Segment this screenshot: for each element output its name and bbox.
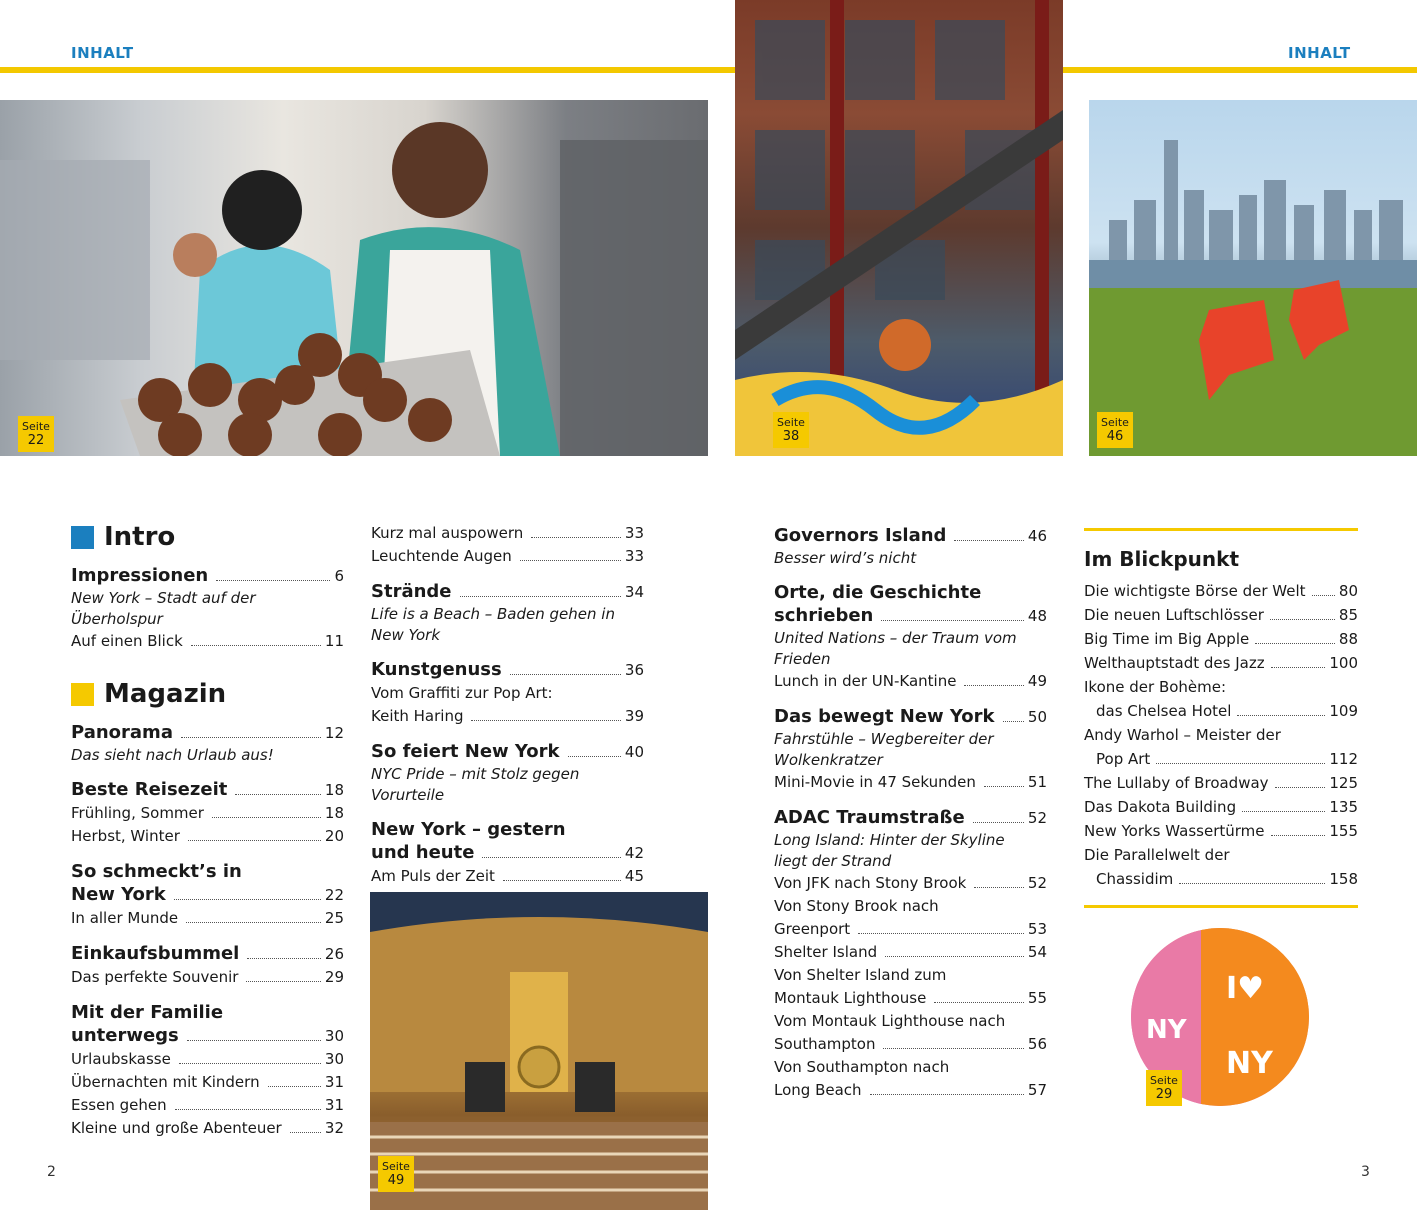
toc-column-2: [371, 522, 644, 900]
blue-square-icon: [71, 526, 94, 549]
header-label-left: INHALT: [71, 44, 134, 62]
blickpunkt-rule-bottom: [1084, 905, 1358, 908]
toc-entry[interactable]: Panorama 12 Das sieht nach Urlaub aus!: [71, 722, 344, 764]
toc-entry[interactable]: Einkaufsbummel 26 Das perfekte Souvenir 29: [71, 943, 344, 986]
manhattan-skyline-photo: [1089, 100, 1417, 456]
toc-entry[interactable]: Mit der Familie unterwegs 30 Urlaubskasse 30 Übernachten mit Kindern 31 Essen gehen 31 Kleine und große Abenteuer 32: [71, 1002, 344, 1137]
toc-entry[interactable]: Beste Reisezeit 18 Frühling, Sommer 18 Herbst, Winter 20: [71, 779, 344, 845]
blickpunkt-rule-top: [1084, 528, 1358, 531]
blickpunkt-title: Im Blickpunkt: [1084, 547, 1240, 571]
blickpunkt-box: [1084, 528, 1358, 908]
toc-entry[interactable]: Strände 34 Life is a Beach – Baden gehen in New York: [371, 581, 644, 644]
toc-entry[interactable]: ADAC Traumstraße 52 Long Island: Hinter der Skyline liegt der Strand Von JFK nach Stony Brook 52 Von Stony Brook nach Greenport 53 Shelter Island 54 Von Shelter Island zum Montauk Lighthouse 55 Vom Montauk Lighthouse nach Southampton 56 Von Southampton nach Long Beach 57: [774, 807, 1047, 1099]
page-number-left: 2: [47, 1164, 56, 1180]
toc-entry[interactable]: So schmeckt’s in New York 22 In aller Munde 25: [71, 861, 344, 927]
toc-entry[interactable]: New Yorks Wassertürme 155: [1084, 822, 1358, 840]
toc-entry[interactable]: Impressionen 6 New York – Stadt auf der Überholspur Auf einen Blick 11: [71, 565, 344, 650]
un-general-assembly-photo: [370, 892, 708, 1210]
section-heading-magazin: Magazin: [71, 679, 344, 709]
page-badge: Seite 38: [773, 412, 809, 448]
toc-entry[interactable]: Governors Island 46 Besser wird’s nicht: [774, 525, 1047, 567]
toc-entry[interactable]: Kurz mal auspowern 33 Leuchtende Augen 33: [371, 524, 644, 565]
toc-entry[interactable]: Die Parallelwelt der Chassidim 158: [1084, 846, 1358, 888]
toc-entry[interactable]: Andy Warhol – Meister der Pop Art 112: [1084, 726, 1358, 768]
toc-entry[interactable]: Ikone der Bohème: das Chelsea Hotel 109: [1084, 678, 1358, 720]
toc-entry[interactable]: Die wichtigste Börse der Welt 80: [1084, 582, 1358, 600]
page-badge: Seite 49: [378, 1156, 414, 1192]
toc-column-1: [71, 522, 344, 1152]
svg-text:NY: NY: [1146, 1015, 1187, 1045]
toc-entry[interactable]: Big Time im Big Apple 88: [1084, 630, 1358, 648]
svg-text:I♥: I♥: [1226, 971, 1265, 1006]
page-number-right: 3: [1361, 1164, 1370, 1180]
toc-entry[interactable]: The Lullaby of Broadway 125: [1084, 774, 1358, 792]
page-badge: Seite 22: [18, 416, 54, 452]
toc-entry[interactable]: New York – gestern und heute 42 Am Puls der Zeit 45: [371, 819, 644, 885]
section-heading-intro: Intro: [71, 522, 344, 552]
header-rule-right: [1063, 67, 1417, 73]
svg-text:NY: NY: [1226, 1046, 1273, 1081]
yellow-square-icon: [71, 683, 94, 706]
toc-entry[interactable]: Orte, die Geschichte schrieben 48 United Nations – der Traum vom Frieden Lunch in der UN-Kantine 49: [774, 582, 1047, 690]
graffiti-building-photo: [735, 0, 1063, 456]
bakery-photo: [0, 100, 708, 456]
toc-column-3: [774, 524, 1047, 1114]
header-label-right: INHALT: [1288, 44, 1351, 62]
toc-entry[interactable]: Das bewegt New York 50 Fahrstühle – Wegbereiter der Wolkenkratzer Mini-Movie in 47 Sekunden 51: [774, 706, 1047, 791]
toc-entry[interactable]: Welthauptstadt des Jazz 100: [1084, 654, 1358, 672]
page-badge: Seite 46: [1097, 412, 1133, 448]
toc-entry[interactable]: Das Dakota Building 135: [1084, 798, 1358, 816]
header-rule-left: [0, 67, 735, 73]
toc-entry[interactable]: Die neuen Luftschlösser 85: [1084, 606, 1358, 624]
toc-entry[interactable]: So feiert New York 40 NYC Pride – mit Stolz gegen Vorurteile: [371, 741, 644, 804]
toc-entry[interactable]: Kunstgenuss 36 Vom Graffiti zur Pop Art: Keith Haring 39: [371, 659, 644, 725]
page-badge: Seite 29: [1146, 1070, 1182, 1106]
